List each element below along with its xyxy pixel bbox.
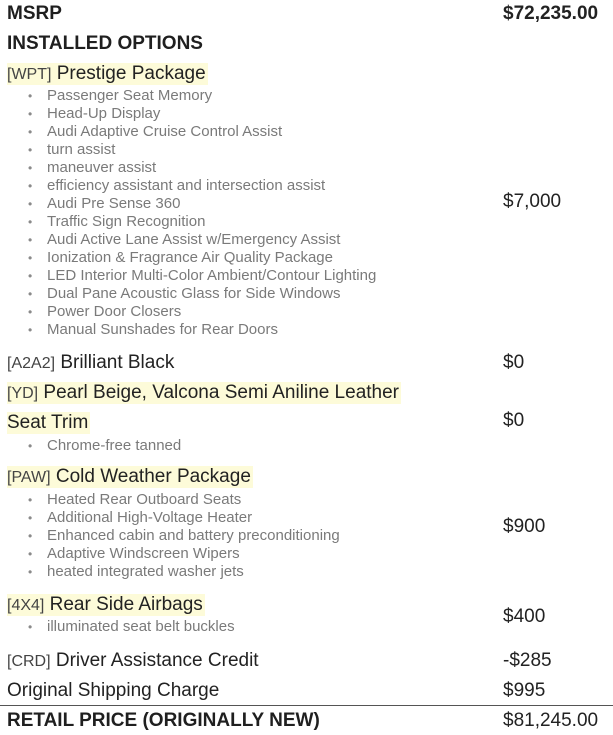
option-code: [PAW] (7, 469, 51, 486)
list-item: • Audi Active Lane Assist w/Emergency Assist (28, 231, 376, 249)
shipping-price: $995 (503, 680, 546, 701)
list-item: • illuminated seat belt buckles (28, 618, 235, 636)
retail-label: RETAIL PRICE (ORIGINALLY NEW) (7, 710, 320, 731)
list-item: • Traffic Sign Recognition (28, 213, 376, 231)
divider (0, 705, 613, 706)
list-item: • heated integrated washer jets (28, 563, 340, 581)
option-code: [4X4] (7, 597, 45, 614)
shipping-label: Original Shipping Charge (7, 680, 220, 701)
list-item: • LED Interior Multi-Color Ambient/Contour Lighting (28, 267, 376, 285)
option-name: Rear Side Airbags (49, 594, 203, 615)
option-name-line2: Seat Trim (7, 412, 89, 433)
option-name: Cold Weather Package (55, 466, 251, 487)
list-item: • turn assist (28, 141, 376, 159)
list-item: • maneuver assist (28, 159, 376, 177)
option-title-cold-weather (7, 466, 253, 488)
credit-price: -$285 (503, 650, 552, 671)
option-name-line1: Pearl Beige, Valcona Semi Aniline Leather (43, 382, 399, 403)
option-price-cold-weather: $900 (503, 516, 546, 537)
option-name: Prestige Package (56, 63, 206, 84)
option-title-pearl-beige (7, 382, 401, 404)
list-item: • Manual Sunshades for Rear Doors (28, 321, 376, 339)
list-item: • Chrome-free tanned (28, 437, 181, 455)
list-item: • Passenger Seat Memory (28, 87, 376, 105)
list-item: • Head-Up Display (28, 105, 376, 123)
list-item: • Ionization & Fragrance Air Quality Package (28, 249, 376, 267)
list-item: • Adaptive Windscreen Wipers (28, 545, 340, 563)
option-title-prestige (7, 63, 208, 85)
option-title-brilliant-black (7, 352, 174, 374)
list-item: • Enhanced cabin and battery preconditioning (28, 527, 340, 545)
list-item: • Heated Rear Outboard Seats (28, 491, 340, 509)
option-code: [WPT] (7, 66, 52, 83)
msrp-label: MSRP (7, 3, 62, 24)
option-name: Driver Assistance Credit (55, 650, 259, 671)
feature-list-pearl-beige (28, 437, 181, 455)
option-code: [YD] (7, 385, 39, 402)
feature-list-rear-side-airbags (28, 618, 235, 636)
option-code: [A2A2] (7, 355, 56, 372)
option-name: Brilliant Black (60, 352, 175, 373)
list-item: • efficiency assistant and intersection assist (28, 177, 376, 195)
option-price-prestige: $7,000 (503, 191, 562, 212)
list-item: • Dual Pane Acoustic Glass for Side Windows (28, 285, 376, 303)
feature-list-cold-weather (28, 491, 340, 581)
option-price-rear-side-airbags: $400 (503, 606, 546, 627)
option-title-pearl-beige-line2 (7, 412, 90, 434)
list-item: • Additional High-Voltage Heater (28, 509, 340, 527)
feature-list-prestige (28, 87, 376, 339)
list-item: • Audi Adaptive Cruise Control Assist (28, 123, 376, 141)
option-title-rear-side-airbags (7, 594, 205, 616)
option-code: [CRD] (7, 653, 51, 670)
option-price-pearl-beige: $0 (503, 410, 525, 431)
option-price-brilliant-black: $0 (503, 352, 525, 373)
retail-price: $81,245.00 (503, 710, 599, 731)
credit-title (7, 650, 259, 672)
msrp-price: $72,235.00 (503, 3, 599, 24)
list-item: • Audi Pre Sense 360 (28, 195, 376, 213)
list-item: • Power Door Closers (28, 303, 376, 321)
